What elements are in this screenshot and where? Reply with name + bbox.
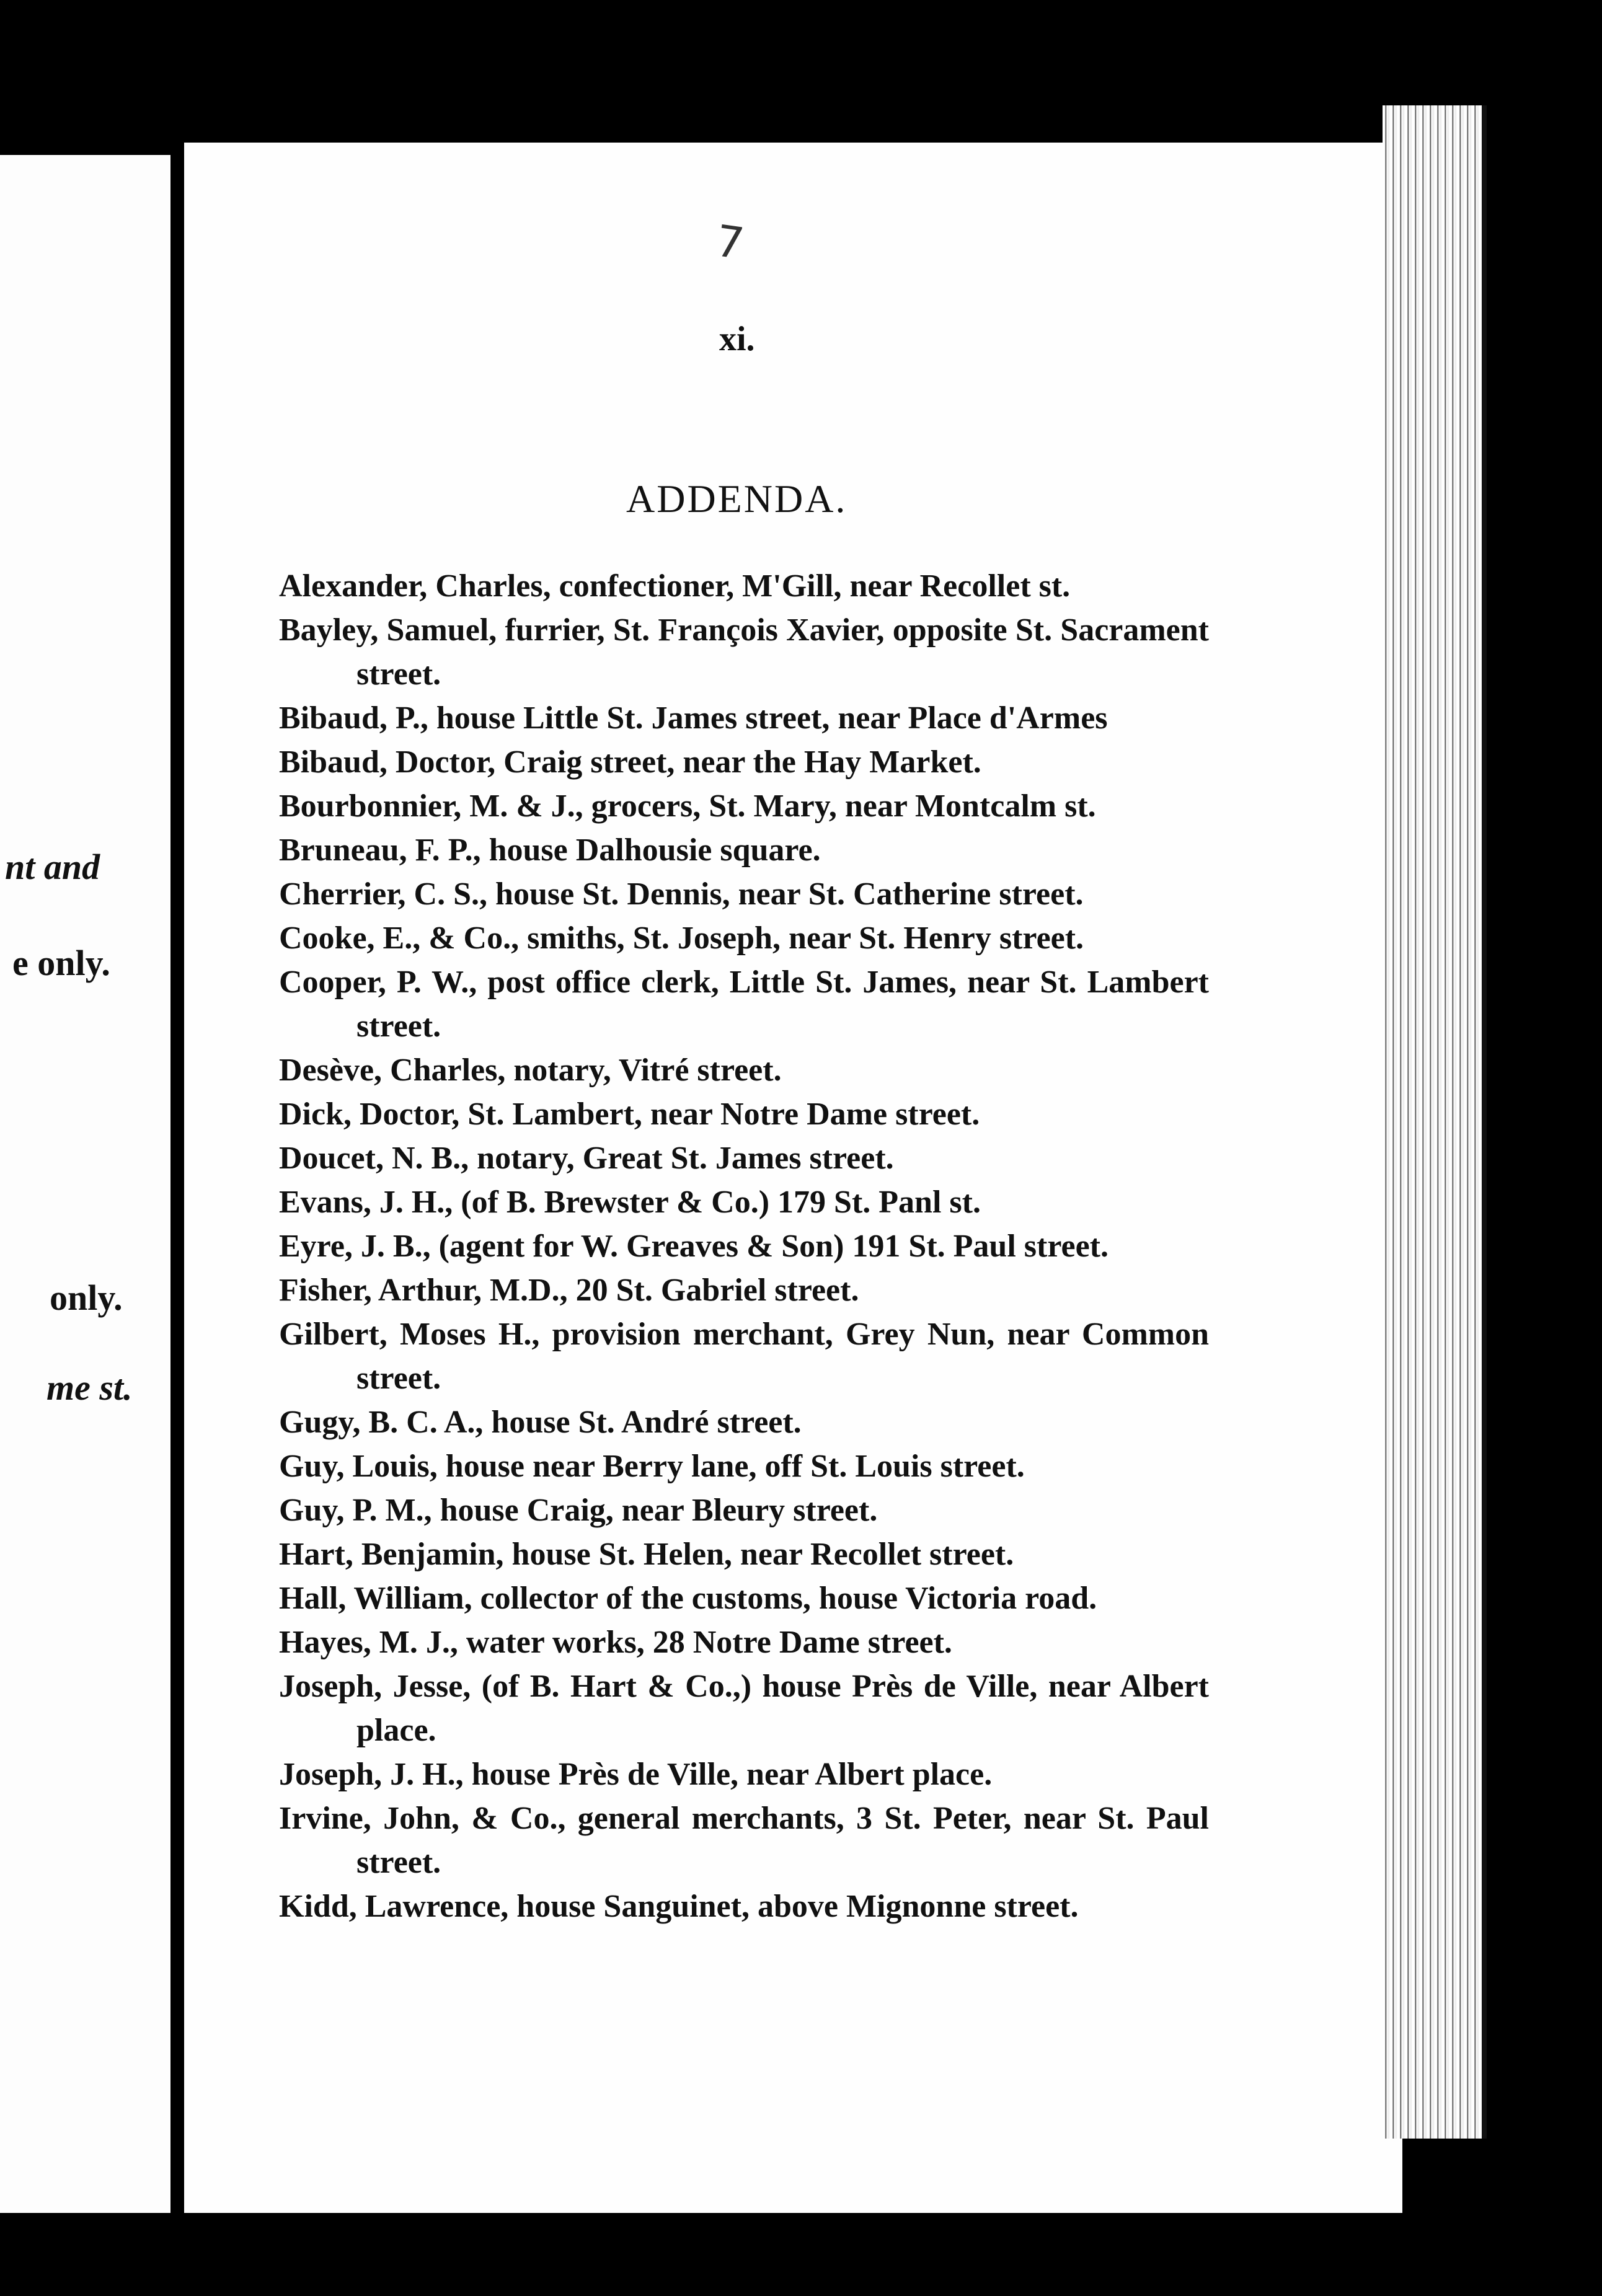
directory-entry: Kidd, Lawrence, house Sanguinet, above Mignonne street. bbox=[279, 1889, 1079, 1924]
directory-entry: Hart, Benjamin, house St. Helen, near Recollet street. bbox=[279, 1537, 1014, 1572]
directory-entry: Bourbonnier, M. & J., grocers, St. Mary, near Montcalm st. bbox=[279, 788, 1096, 824]
page-number: xi. bbox=[719, 320, 755, 358]
directory-entry: Dick, Doctor, St. Lambert, near Notre Dame street. bbox=[279, 1097, 980, 1132]
directory-entry: Eyre, J. B., (agent for W. Greaves & Son) 191 St. Paul street. bbox=[279, 1229, 1109, 1264]
directory-entry: Doucet, N. B., notary, Great St. James street. bbox=[279, 1141, 894, 1176]
directory-entry: Hayes, M. J., water works, 28 Notre Dame street. bbox=[279, 1625, 952, 1660]
directory-entry: Bibaud, P., house Little St. James street, near Place d'Armes bbox=[279, 700, 1108, 736]
directory-entries bbox=[279, 564, 1209, 1928]
directory-entry: Cooke, E., & Co., smiths, St. Joseph, near St. Henry street. bbox=[279, 921, 1084, 956]
facing-page-edge bbox=[0, 155, 170, 2213]
directory-entry: Guy, P. M., house Craig, near Bleury street. bbox=[279, 1493, 878, 1528]
directory-entry: Gugy, B. C. A., house St. André street. bbox=[279, 1405, 802, 1440]
directory-entry: Bayley, Samuel, furrier, St. François Xavier, opposite St. Sacrament street. bbox=[279, 612, 1209, 692]
directory-entry: Fisher, Arthur, M.D., 20 St. Gabriel street. bbox=[279, 1273, 859, 1308]
facing-page-fragment: nt and bbox=[5, 847, 100, 887]
section-heading: ADDENDA. bbox=[626, 477, 847, 521]
directory-entry: Irvine, John, & Co., general merchants, 3 St. Peter, near St. Paul street. bbox=[279, 1801, 1209, 1880]
facing-page-fragment: e only. bbox=[12, 943, 110, 983]
facing-page-fragment: me st. bbox=[46, 1367, 133, 1408]
directory-entry: Gilbert, Moses H., provision merchant, Grey Nun, near Common street. bbox=[279, 1317, 1209, 1396]
directory-entry: Guy, Louis, house near Berry lane, off St. Louis street. bbox=[279, 1449, 1025, 1484]
directory-entry: Alexander, Charles, confectioner, M'Gill, near Recollet st. bbox=[279, 568, 1071, 604]
page-fore-edge bbox=[1383, 105, 1487, 2139]
directory-entry: Cooper, P. W., post office clerk, Little St. James, near St. Lambert street. bbox=[279, 965, 1209, 1044]
directory-entry: Desève, Charles, notary, Vitré street. bbox=[279, 1053, 782, 1088]
directory-entry: Evans, J. H., (of B. Brewster & Co.) 179 St. Panl st. bbox=[279, 1185, 981, 1220]
directory-entry: Bruneau, F. P., house Dalhousie square. bbox=[279, 832, 821, 868]
directory-entry: Bibaud, Doctor, Craig street, near the Hay Market. bbox=[279, 744, 981, 780]
directory-entry: Cherrier, C. S., house St. Dennis, near St. Catherine street. bbox=[279, 876, 1084, 912]
facing-page-fragment: only. bbox=[50, 1278, 123, 1318]
directory-entry: Joseph, J. H., house Près de Ville, near Albert place. bbox=[279, 1757, 993, 1792]
pencil-annotation: 7 bbox=[712, 215, 748, 270]
directory-entry: Hall, William, collector of the customs, house Victoria road. bbox=[279, 1581, 1097, 1616]
book-gutter bbox=[170, 155, 184, 2213]
directory-entry: Joseph, Jesse, (of B. Hart & Co.,) house Près de Ville, near Albert place. bbox=[279, 1669, 1209, 1748]
